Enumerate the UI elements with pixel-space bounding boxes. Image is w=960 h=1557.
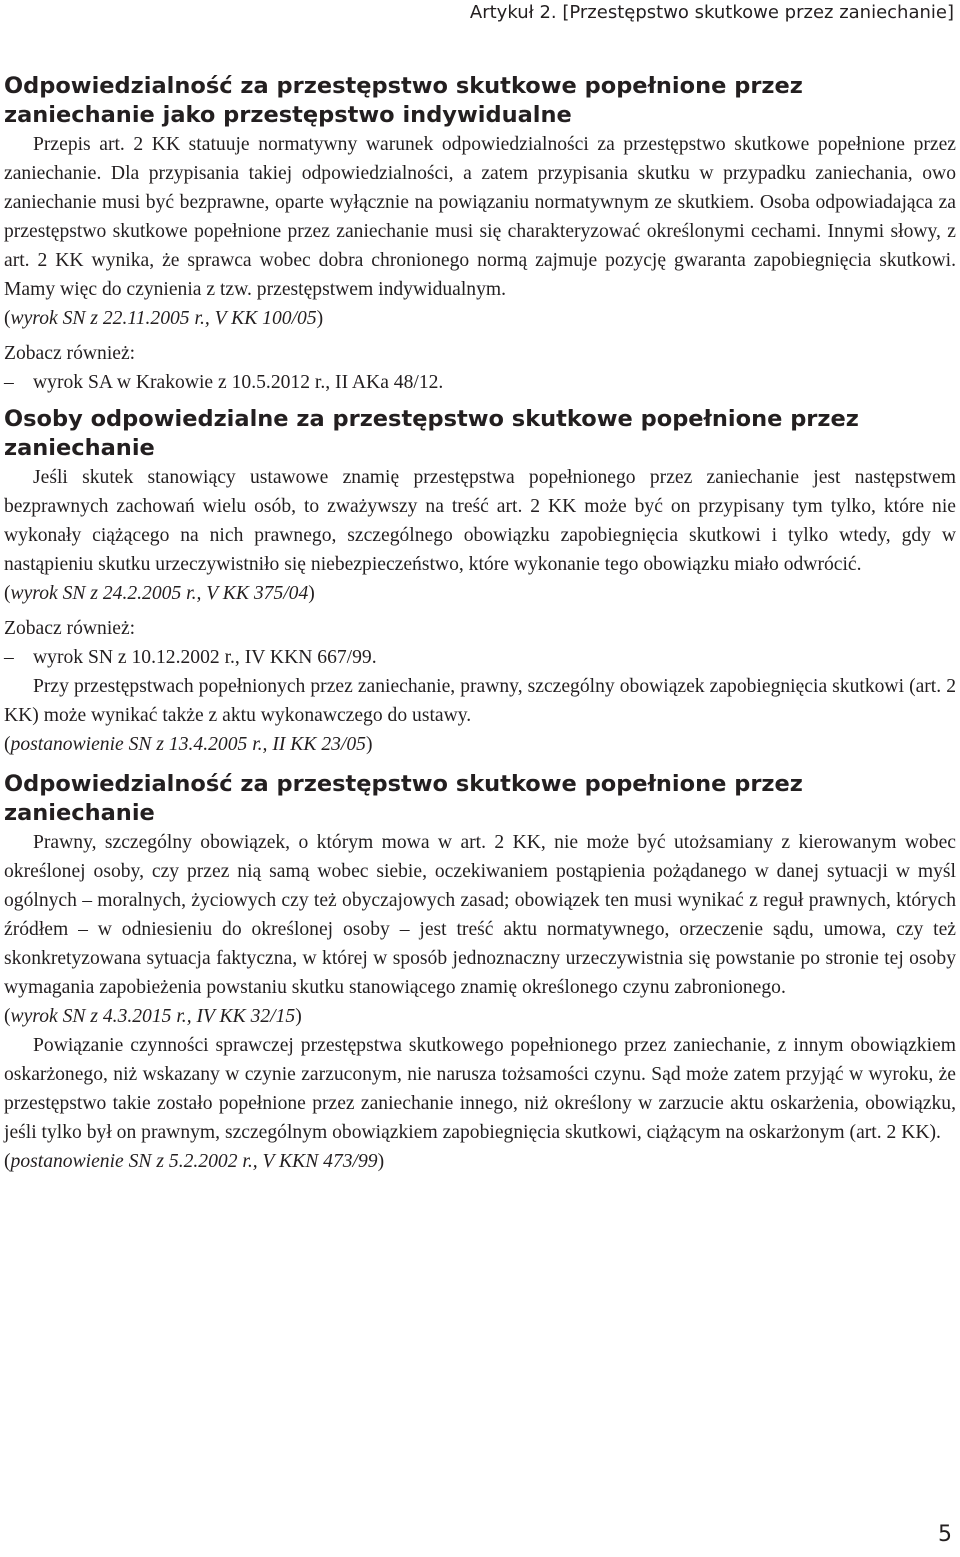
- citation-text: wyrok SN z 4.3.2015 r., IV KK 32/15: [10, 1006, 296, 1027]
- body-paragraph: Jeśli skutek stanowiący ustawowe znamię przestępstwa popełnionego przez zaniechanie jest następstwem bezprawnych zachowań wielu osób, to zważywszy na treść art. 2 KK może być on przypisany tym tylko, które nie wykonały ciążącego na nich prawnego, szczególnego obowiązku zapobiegnięcia skutkowi i tylko wtedy, gdy w nastąpieniu skutku urzeczywistniło się niebezpieczeństwo, które wykonanie tego obowiązku miało odwrócić.: [4, 467, 956, 575]
- page-number: 5: [938, 1522, 952, 1547]
- section-heading: Odpowiedzialność za przestępstwo skutkowe popełnione przez zaniechanie: [4, 771, 803, 826]
- body-paragraph: Powiązanie czynności sprawczej przestępstwa skutkowego popełnionego przez zaniechanie, z innym obowiązkiem oskarżonego, niż wskazany w czynie zarzuconym, nie narusza tożsamości czynu. Sąd może zatem przyjąć w wyroku, że przestępstwo takie zostało popełnione przez zaniechanie innego, niż określony w zarzucie aktu oskarżenia, obowiązku, jeśli tylko był on prawnym, szczególnym obowiązkiem zapobiegnięcia skutkowi, ciążącym na oskarżonym (art. 2 KK).: [4, 1035, 956, 1143]
- citation-text: wyrok SN z 22.11.2005 r., V KK 100/05: [10, 308, 317, 329]
- see-also-item: [4, 368, 956, 397]
- see-also-reference: wyrok SN z 10.12.2002 r., IV KKN 667/99.: [33, 647, 377, 668]
- running-header: Artykuł 2. [Przestępstwo skutkowe przez zaniechanie]: [469, 2, 954, 23]
- citation-text: postanowienie SN z 13.4.2005 r., II KK 23/05: [10, 734, 366, 755]
- citation-text: postanowienie SN z 5.2.2002 r., V KKN 473/99: [10, 1151, 378, 1172]
- list-dash: –: [4, 372, 14, 393]
- body-paragraph: Przy przestępstwach popełnionych przez zaniechanie, prawny, szczególny obowiązek zapobiegnięcia skutkowi (art. 2 KK) może wynikać także z aktu wykonawczego do ustawy.: [4, 676, 956, 726]
- case-citation: (wyrok SN z 4.3.2015 r., IV KK 32/15): [4, 1006, 302, 1027]
- case-citation: (wyrok SN z 24.2.2005 r., V KK 375/04): [4, 583, 315, 604]
- see-also-label: Zobacz również:: [4, 343, 136, 364]
- citation-text: wyrok SN z 24.2.2005 r., V KK 375/04: [10, 583, 309, 604]
- case-citation: (postanowienie SN z 13.4.2005 r., II KK 23/05): [4, 734, 373, 755]
- page-content: [4, 72, 956, 1176]
- see-also-item: [4, 643, 956, 672]
- body-paragraph: Prawny, szczególny obowiązek, o którym mowa w art. 2 KK, nie może być utożsamiany z kierowanym wobec określonej osoby, czy przez nią samą wobec siebie, oczekiwaniem postąpienia pożądanego w danej sytuacji w myśl ogólnych – moralnych, życiowych czy też obyczajowych zasad; obowiązek ten musi wynikać z reguł prawnych, których źródłem – w odniesieniu do określonej osoby – jest treść aktu normatywnego, orzeczenie sądu, umowa, czy też skonkretyzowana sytuacja faktyczna, w której w sposób jednoznaczny urzeczywistnia się powstanie po stronie tej osoby wymagania zapobieżenia powstaniu skutku stanowiącego znamię określonego czynu zabronionego.: [4, 832, 956, 998]
- list-dash: –: [4, 647, 14, 668]
- see-also-label: Zobacz również:: [4, 618, 136, 639]
- section-heading: Odpowiedzialność za przestępstwo skutkowe popełnione przez zaniechanie jako przestępstwo indywidualne: [4, 73, 803, 128]
- case-citation: (postanowienie SN z 5.2.2002 r., V KKN 473/99): [4, 1151, 385, 1172]
- section-heading: Osoby odpowiedzialne za przestępstwo skutkowe popełnione przez zaniechanie: [4, 406, 859, 461]
- case-citation: (wyrok SN z 22.11.2005 r., V KK 100/05): [4, 308, 324, 329]
- see-also-reference: wyrok SA w Krakowie z 10.5.2012 r., II AKa 48/12.: [33, 372, 444, 393]
- body-paragraph: Przepis art. 2 KK statuuje normatywny warunek odpowiedzialności za przestępstwo skutkowe popełnione przez zaniechanie. Dla przypisania takiej odpowiedzialności, a zatem przypisania skutku w przypadku zaniechania, owo zaniechanie musi być bezprawne, oparte wyłącznie na powiązaniu normatywnym ze skutkiem. Osoba odpowiadająca za przestępstwo skutkowe popełnione przez zaniechanie musi się charakteryzować określonymi cechami. Innymi słowy, z art. 2 KK wynika, że sprawca wobec dobra chronionego normą zajmuje pozycję gwaranta zapobiegnięcia skutkowi. Mamy więc do czynienia z tzw. przestępstwem indywidualnym.: [4, 134, 956, 300]
